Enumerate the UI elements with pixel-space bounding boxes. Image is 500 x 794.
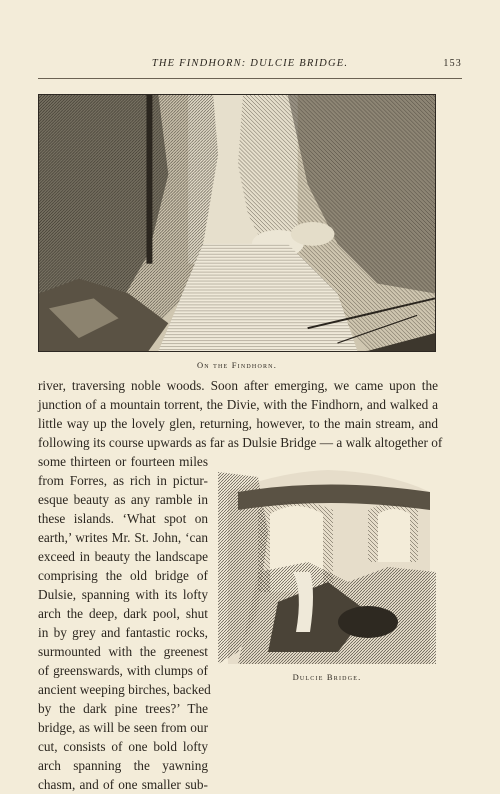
header-rule <box>38 78 462 79</box>
text-line: of greenswards, with clumps of <box>38 663 208 678</box>
text-line: cut, consists of one bold lofty <box>38 739 208 754</box>
text-line: chasm, and of one smaller sub- <box>38 777 208 792</box>
page-number: 153 <box>443 58 462 69</box>
text-line: earth,’ writes Mr. St. John, ‘can <box>38 530 208 545</box>
text-line: arch the deep, dark pool, shut <box>38 606 208 621</box>
text-line: from Forres, as rich in pictur- <box>38 473 208 488</box>
text-line: in by grey and fantastic rocks, <box>38 625 208 640</box>
body-text-full-width <box>38 376 443 452</box>
text-line: ancient weeping birches, backed <box>38 682 211 697</box>
figure-caption-dulcie-bridge: Dulcie Bridge. <box>292 672 362 682</box>
text-line: esque beauty as any ramble in <box>38 492 208 507</box>
text-line: comprising the old bridge of <box>38 568 208 583</box>
text-line: junction of a mountain torrent, the Divie, with the Findhorn, and walked a <box>38 397 438 412</box>
text-line: river, traversing noble woods. Soon after emerging, we came upon the <box>38 378 438 393</box>
running-head <box>38 58 462 76</box>
text-line: surmounted with the greenest <box>38 644 208 659</box>
text-line: arch spanning the yawning <box>38 758 208 773</box>
text-line: following its course upwards as far as Dulsie Bridge — a walk altogether of <box>38 435 443 450</box>
text-line: some thirteen or fourteen miles <box>38 454 208 469</box>
text-line: bridge, as will be seen from our <box>38 720 208 735</box>
figure-caption-findhorn: On the Findhorn. <box>196 360 278 370</box>
figure-findhorn-illustration <box>38 94 436 352</box>
text-line: these islands. ‘What spot on <box>38 511 208 526</box>
text-line: little way up the lovely glen, returning, however, to the main stream, and <box>38 416 438 431</box>
text-line: Dulsie, spanning with its lofty <box>38 587 208 602</box>
running-title: THE FINDHORN: DULCIE BRIDGE. <box>151 58 349 69</box>
text-line: exceed in beauty the landscape <box>38 549 208 564</box>
figure-dulcie-bridge-illustration <box>218 452 436 664</box>
text-line: by the dark pine trees?’ The <box>38 701 208 716</box>
